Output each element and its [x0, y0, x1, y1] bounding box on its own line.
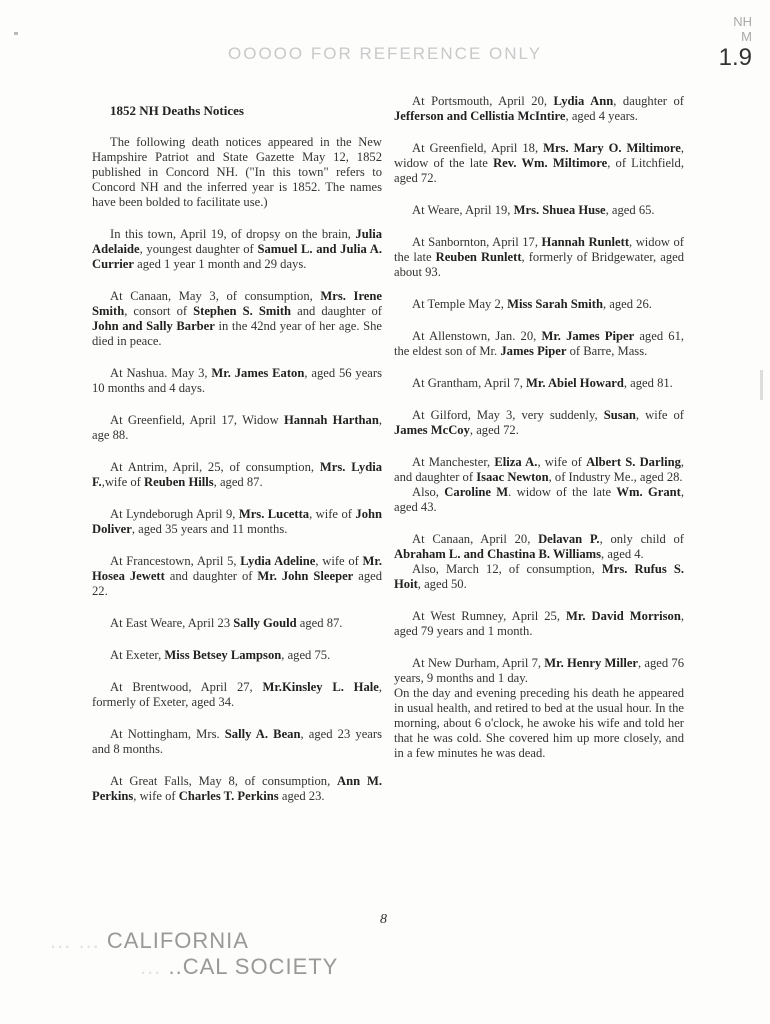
page-title: 1852 NH Deaths Notices	[110, 103, 244, 118]
notice: At Exeter, Miss Betsey Lampson, aged 75.	[110, 648, 331, 662]
notice: At East Weare, April 23 Sally Gould aged 87.	[110, 616, 343, 630]
notice: At Great Falls, May 8, of consumption, Ann M. Perkins, wife of Charles T. Perkins aged 23.	[92, 774, 382, 803]
page-number: 8	[380, 912, 387, 927]
notice: At West Rumney, April 25, Mr. David Morrison, aged 79 years and 1 month.	[394, 609, 684, 638]
notice: At Antrim, April, 25, of consumption, Mrs. Lydia F.,wife of Reuben Hills, aged 87.	[92, 460, 382, 489]
notice: At Portsmouth, April 20, Lydia Ann, daughter of Jefferson and Cellistia McIntire, aged 4 years.	[394, 94, 685, 123]
annotation-code: M	[741, 29, 752, 44]
notice-continuation: Also, March 12, of consumption, Mrs. Rufus S. Hoit, aged 50.	[394, 562, 684, 591]
notice: At Weare, April 19, Mrs. Shuea Huse, aged 65.	[412, 203, 655, 217]
annotation-state: NH	[733, 14, 752, 29]
notice: At Lyndeborugh April 9, Mrs. Lucetta, wife of John Doliver, aged 35 years and 11 months.	[92, 507, 382, 536]
notice: At Francestown, April 5, Lydia Adeline, wife of Mr. Hosea Jewett and daughter of Mr. John Sleeper aged 22.	[92, 554, 383, 598]
reference-stamp: OOOOO FOR REFERENCE ONLY	[228, 44, 543, 63]
notice: At New Durham, April 7, Mr. Henry Miller, aged 76 years, 9 months and 1 day.	[394, 656, 684, 685]
scan-mark	[760, 370, 763, 400]
notice: At Allenstown, Jan. 20, Mr. James Piper aged 61, the eldest son of Mr. James Piper of Barre, Mass.	[394, 329, 685, 358]
notice: At Temple May 2, Miss Sarah Smith, aged 26.	[412, 297, 652, 311]
society-stamp	[50, 928, 338, 980]
notice: At Canaan, May 3, of consumption, Mrs. Irene Smith, consort of Stephen S. Smith and daughter of John and Sally Barber in the 42nd year of her age. She died in peace.	[92, 289, 382, 348]
annotation-number: 1.9	[718, 44, 752, 71]
notice: At Gilford, May 3, very suddenly, Susan, wife of James McCoy, aged 72.	[394, 408, 684, 437]
notice: At Greenfield, April 17, Widow Hannah Harthan, age 88.	[92, 413, 382, 442]
notice: At Brentwood, April 27, Mr.Kinsley L. Hale, formerly of Exeter, aged 34.	[92, 680, 382, 709]
right-column	[394, 94, 684, 778]
archive-annotation	[719, 14, 752, 72]
notice: At Grantham, April 7, Mr. Abiel Howard, aged 81.	[412, 376, 673, 390]
intro-paragraph: The following death notices appeared in the New Hampshire Patriot and State Gazette May 12, 1852 published in Concord NH. ("In this town" refers to Concord NH and the inferred year is 1852. The names have been bolded to facilitate use.)	[92, 135, 382, 209]
society-stamp-line: ... ..CAL SOCIETY	[140, 954, 339, 979]
notice: At Manchester, Eliza A., wife of Albert S. Darling, and daughter of Isaac Newton, of Industry Me., aged 28.	[394, 455, 685, 484]
notice: In this town, April 19, of dropsy on the brain, Julia Adelaide, youngest daughter of Samuel L. and Julia A. Currier aged 1 year 1 month and 29 days.	[92, 227, 382, 271]
notice: At Nashua. May 3, Mr. James Eaton, aged 56 years 10 months and 4 days.	[92, 366, 382, 395]
society-stamp-line: ... ... CALIFORNIA	[50, 928, 249, 953]
notice: At Nottingham, Mrs. Sally A. Bean, aged 23 years and 8 months.	[92, 727, 382, 756]
scan-mark	[14, 32, 18, 35]
notice: At Greenfield, April 18, Mrs. Mary O. Miltimore, widow of the late Rev. Wm. Miltimore, of Litchfield, aged 72.	[394, 141, 684, 185]
notice: At Sanbornton, April 17, Hannah Runlett, widow of the late Reuben Runlett, formerly of Bridgewater, aged about 93.	[394, 235, 685, 279]
notice-continuation: On the day and evening preceding his death he appeared in usual health, and retired to bed at the usual hour. In the morning, about 6 o'clock, he awoke his wife and told her that he was cold. She covered him up more closely, and in a few minutes he was dead.	[394, 686, 684, 760]
notice: At Canaan, April 20, Delavan P., only child of Abraham L. and Chastina B. Williams, aged 4.	[394, 532, 684, 561]
notice-continuation: Also, Caroline M. widow of the late Wm. Grant, aged 43.	[394, 485, 684, 514]
left-column	[92, 103, 382, 821]
